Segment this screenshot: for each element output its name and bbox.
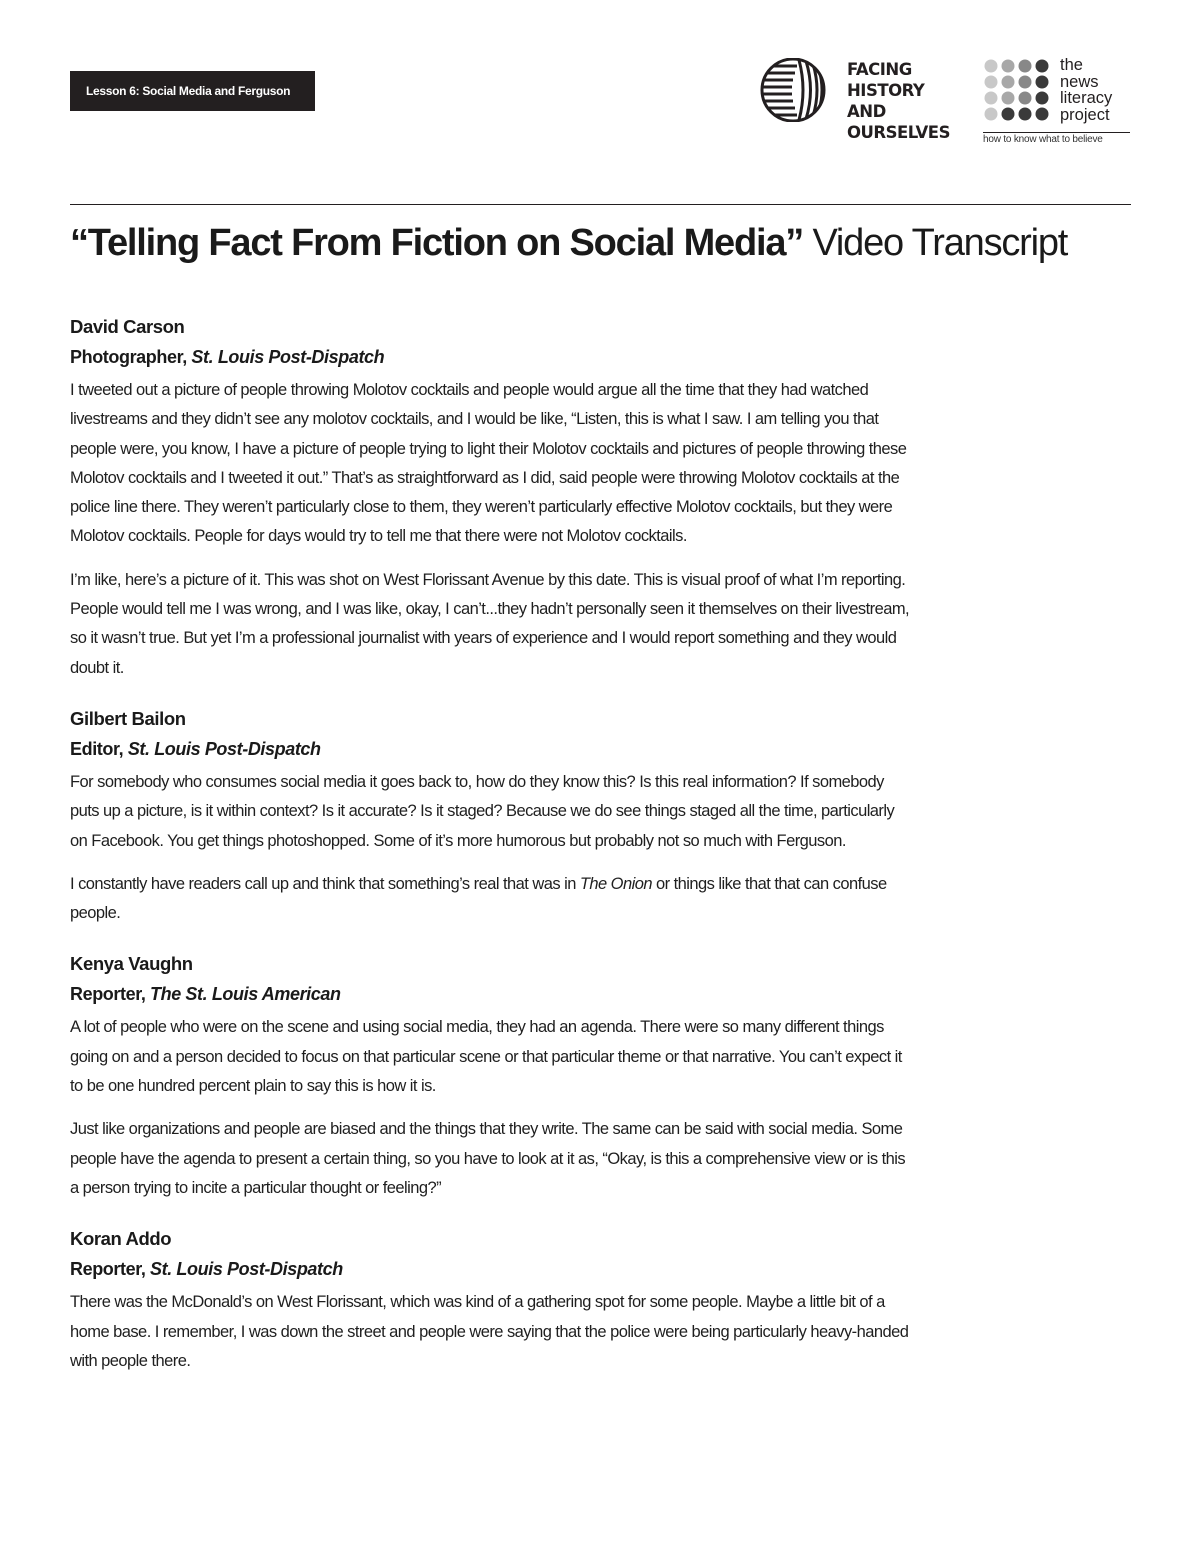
logo-dot — [1019, 108, 1032, 121]
speaker-section — [70, 704, 910, 928]
transcript-paragraph: There was the McDonald’s on West Florissant, which was kind of a gathering spot for some people. Maybe a little bit of a home base. I remember, I was down the street and people were saying that the police were being particularly heavy-handed with people there. — [70, 1293, 909, 1370]
logo-dot — [985, 108, 998, 121]
transcript-paragraph: A lot of people who were on the scene and using social media, they had an agenda. There were so many different things going on and a person decided to focus on that particular scene or that particular theme or that narrative. You can’t expect it to be one hundred percent plain to say this is how it is. — [70, 1018, 902, 1096]
transcript-body — [70, 312, 910, 1397]
speaker-name: Kenya Vaughn — [70, 953, 193, 975]
speaker-name: Koran Addo — [70, 1228, 172, 1250]
logo-dot — [1036, 92, 1049, 105]
speaker-role: Editor, St. Louis Post-Dispatch — [70, 738, 321, 759]
dot-grid-icon — [983, 58, 1055, 122]
page-title — [70, 220, 1067, 266]
speaker-section — [70, 949, 910, 1203]
title-main: “Telling Fact From Fiction on Social Media” — [70, 222, 804, 264]
lesson-tag-label: Lesson 6: Social Media and Ferguson — [86, 84, 291, 98]
logo-dot — [1002, 60, 1015, 73]
speaker-name: Gilbert Bailon — [70, 707, 186, 729]
logo-dot — [985, 60, 998, 73]
facing-history-wordmark: FACING HISTORY AND OURSELVES — [847, 60, 950, 142]
logo-dot — [1002, 108, 1015, 121]
logo-dot — [985, 76, 998, 89]
speaker-role: Reporter, The St. Louis American — [70, 984, 341, 1005]
transcript-paragraph: I tweeted out a picture of people throwing Molotov cocktails and people would argue all the time that they had watched livestreams and they didn’t see any molotov cocktails, and I would be like, “Listen, this is what I saw. I am telling you that people were, you know, I have a picture of people trying to light their Molotov cocktails and pictures of people throwing these Molotov cocktails and I tweeted it out.” That’s as straightforward as I did, said people were throwing Molotov cocktails at the police line there. They weren’t particularly close to them, they weren’t particularly effective Molotov cocktails, but they were Molotov cocktails. People for days would try to tell me that there were not Molotov cocktails. — [70, 381, 907, 546]
logo-dot — [1002, 76, 1015, 89]
speaker-role: Photographer, St. Louis Post-Dispatch — [70, 347, 385, 367]
logo-dot — [1019, 76, 1032, 89]
news-literacy-wordmark: the news literacy project — [1060, 56, 1113, 124]
speaker-role: Reporter, St. Louis Post-Dispatch — [70, 1259, 343, 1280]
facing-history-logo — [755, 58, 970, 142]
speaker-section — [70, 1224, 910, 1376]
logo-dot — [985, 92, 998, 105]
logo-dot — [1036, 60, 1049, 73]
nlp-tagline: how to know what to believe — [983, 132, 1130, 145]
logo-dot — [1019, 60, 1032, 73]
globe-icon — [755, 58, 839, 122]
logo-dot — [1019, 92, 1032, 105]
speaker-section — [70, 312, 910, 683]
transcript-paragraph: For somebody who consumes social media it goes back to, how do they know this? Is this real information? If somebody puts up a picture, is it within context? Is it accurate? Is it staged? Because we do see things staged all the time, particularly on Facebook. You get things photoshopped. Some of it’s more humorous but probably not so much with Ferguson. — [70, 772, 895, 850]
transcript-paragraph: I constantly have readers call up and think that something’s real that was in The Onion or things like that that can confuse people. — [70, 874, 887, 923]
news-literacy-project-logo — [983, 57, 1133, 147]
speaker-name: David Carson — [70, 316, 185, 337]
lesson-tag — [70, 71, 315, 111]
logo-dot — [1002, 92, 1015, 105]
transcript-paragraph: Just like organizations and people are biased and the things that they write. The same can be said with social media. Some people have the agenda to present a certain thing, so you have to look at it as, “Okay, is this a comprehensive view or is this a person trying to incite a particular thought or feeling?” — [70, 1120, 906, 1197]
title-suffix: Video Transcript — [803, 222, 1068, 264]
logo-dot — [1036, 108, 1049, 121]
header-divider — [70, 204, 1131, 205]
logo-dot — [1036, 76, 1049, 89]
transcript-paragraph: I’m like, here’s a picture of it. This was shot on West Florissant Avenue by this date. This is visual proof of what I’m reporting. People would tell me I was wrong, and I was like, okay, I can’t...they hadn’t personally seen it themselves on their livestream, so it wasn’t true. But yet I’m a professional journalist with years of experience and I would report something and they would doubt it. — [70, 570, 910, 677]
